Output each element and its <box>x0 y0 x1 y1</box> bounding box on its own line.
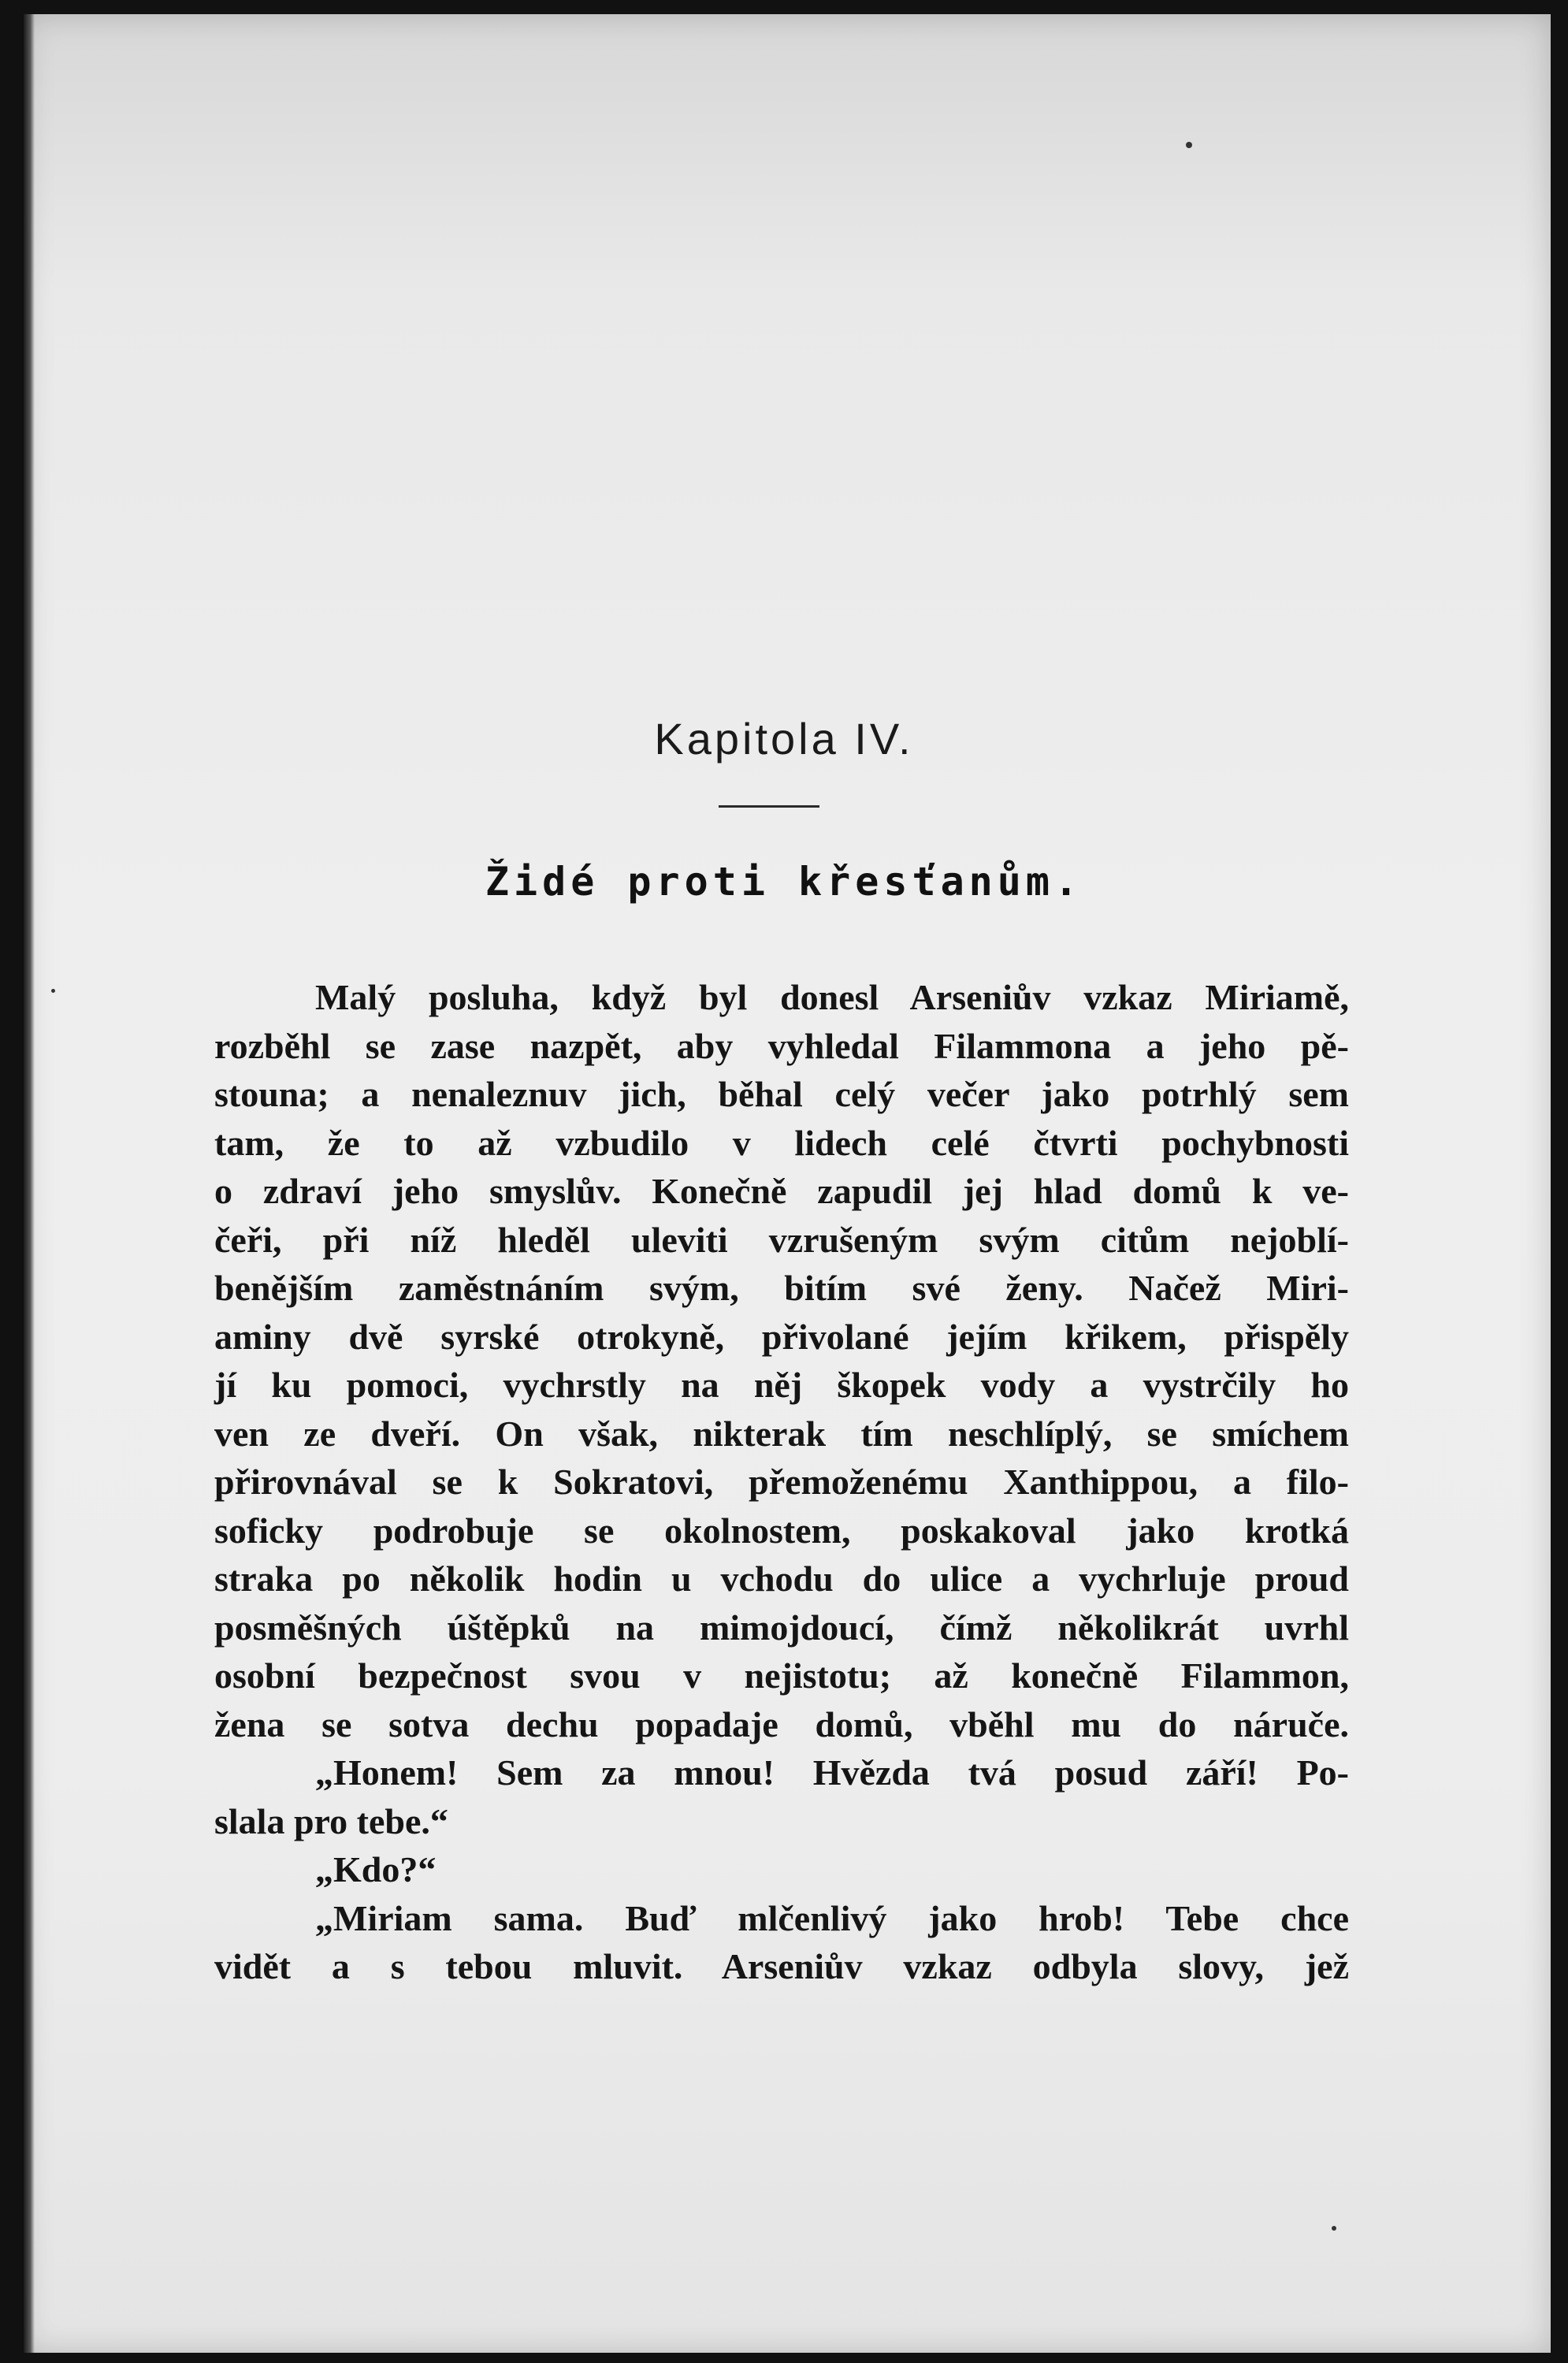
text-line: „Kdo?“ <box>315 1849 437 1889</box>
text-line: o zdraví jeho smyslův. Konečně zapudil jej hlad domů k ve- <box>214 1171 1349 1211</box>
text-line: straka po několik hodin u vchodu do ulice a vychrluje proud <box>214 1559 1349 1599</box>
page-binding-edge <box>24 14 35 2353</box>
text-line: ven ze dveří. On však, nikterak tím neschlíplý, se smíchem <box>214 1413 1349 1454</box>
text-line: osobní bezpečnost svou v nejistotu; až konečně Filammon, <box>214 1655 1349 1696</box>
text-line: žena se sotva dechu popadaje domů, vběhl mu do náruče. <box>214 1704 1349 1744</box>
print-speck <box>1332 2226 1336 2231</box>
text-line: jí ku pomoci, vychrstly na něj škopek vody a vystrčily ho <box>214 1365 1349 1405</box>
body-text <box>214 973 1349 1991</box>
print-speck <box>1186 142 1192 148</box>
chapter-divider <box>719 805 819 808</box>
text-line: „Miriam sama. Buď mlčenlivý jako hrob! Tebe chce <box>315 1897 1349 1938</box>
text-line: soficky podrobuje se okolnostem, poskakoval jako krotká <box>214 1510 1349 1551</box>
text-line: posměšných úštěpků na mimojdoucí, čímž několikrát uvrhl <box>214 1607 1349 1648</box>
chapter-title: Židé proti křesťanům. <box>485 859 1083 905</box>
text-line: aminy dvě syrské otrokyně, přivolané jejím křikem, přispěly <box>214 1316 1349 1357</box>
text-line: slala pro tebe.“ <box>214 1800 448 1841</box>
chapter-number: Kapitola IV. <box>654 714 914 764</box>
text-line: vidět a s tebou mluvit. Arseniův vzkaz odbyla slovy, jež <box>214 1946 1349 1986</box>
print-speck <box>51 989 55 993</box>
text-line: benějším zaměstnáním svým, bitím své ženy. Načež Miri- <box>214 1268 1349 1308</box>
text-line: Malý posluha, když byl donesl Arseniův vzkaz Miriamě, <box>315 977 1349 1017</box>
text-line: tam, že to až vzbudilo v lidech celé čtvrti pochybnosti <box>214 1122 1349 1163</box>
text-line: přirovnával se k Sokratovi, přemoženému Xanthippou, a filo- <box>214 1462 1349 1502</box>
text-line: čeři, při níž hleděl uleviti vzrušeným svým citům nejoblí- <box>214 1219 1349 1260</box>
text-line: rozběhl se zase nazpět, aby vyhledal Filammona a jeho pě- <box>214 1025 1349 1066</box>
text-line: „Honem! Sem za mnou! Hvězda tvá posud září! Po- <box>315 1752 1349 1793</box>
text-line: stouna; a nenaleznuv jich, běhal celý večer jako potrhlý sem <box>214 1074 1349 1114</box>
